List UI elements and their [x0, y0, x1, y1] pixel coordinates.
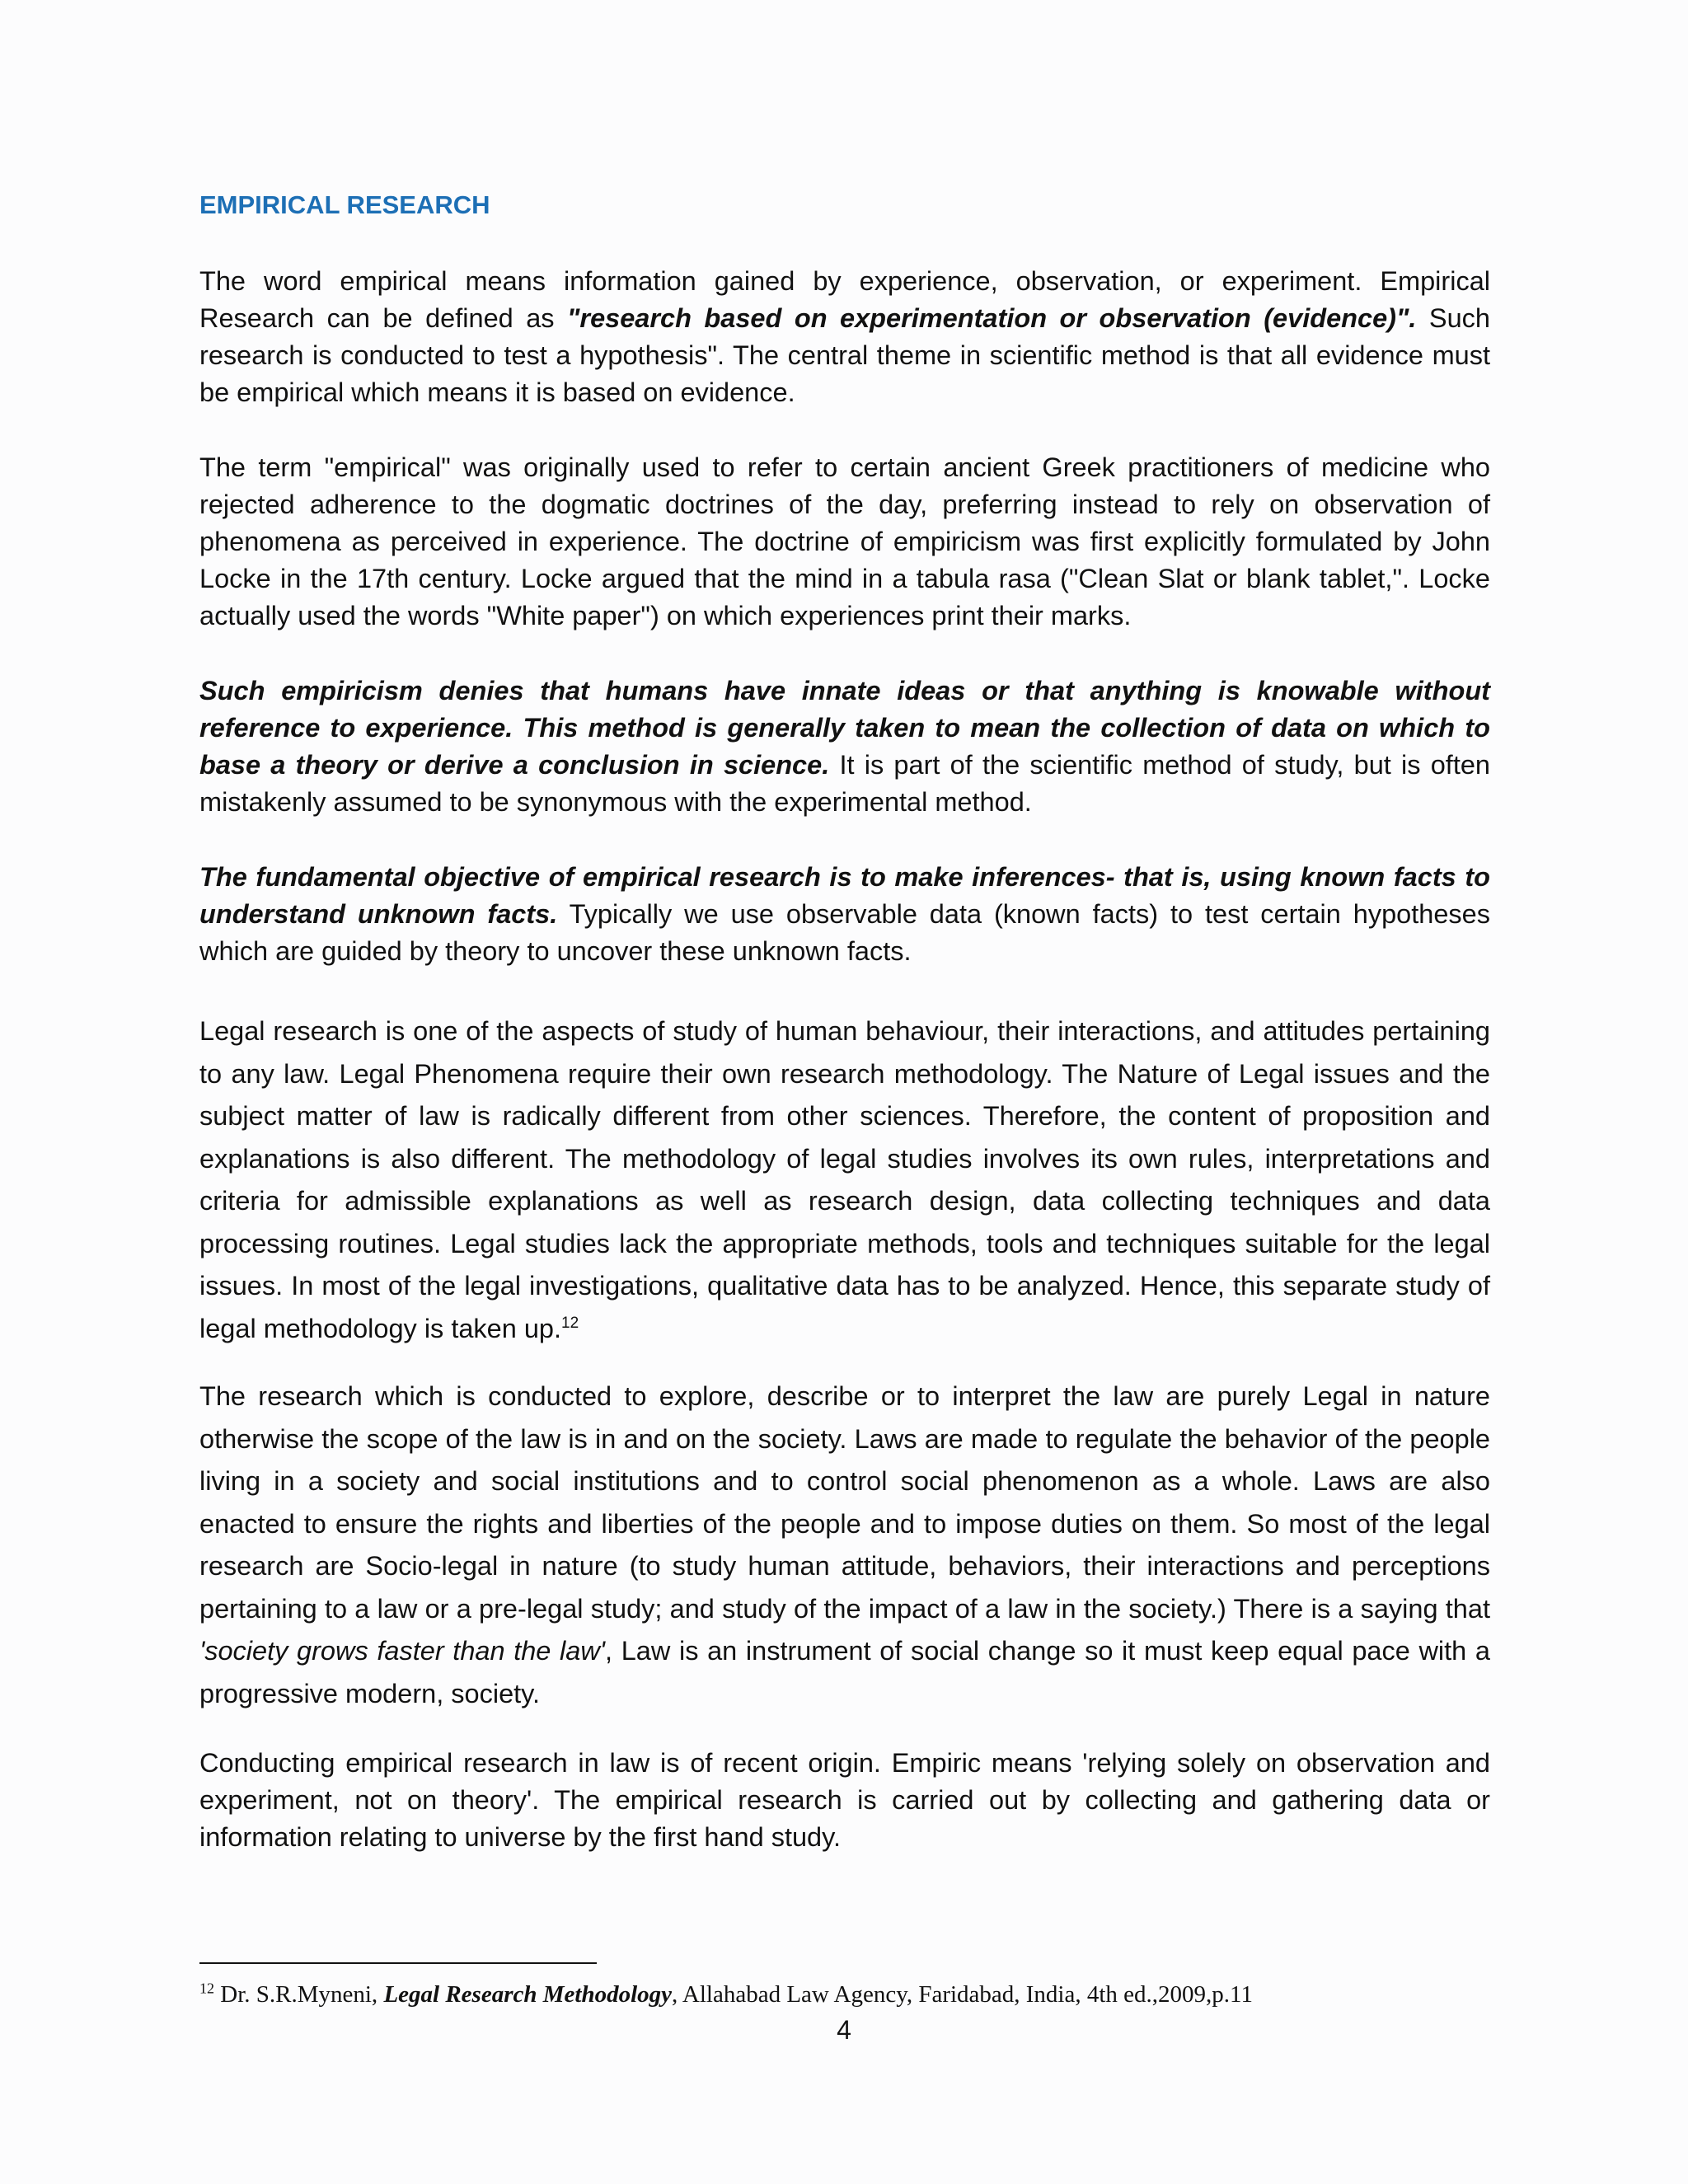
paragraph-4-text: Typically we use observable data (known facts) to test certain hypotheses which are guided by theory to uncover these unknown facts.: [199, 899, 1490, 966]
footnote-divider: [199, 1962, 597, 1964]
footnote-rest: , Allahabad Law Agency, Faridabad, India, 4th ed.,2009,p.11: [672, 1981, 1253, 2008]
paragraph-4-emphasis: The fundamental objective of empirical research is to make inferences- that is, using known facts to understand unknown facts.: [199, 862, 1490, 929]
page-body: [199, 186, 1490, 1894]
paragraph-7: Conducting empirical research in law is of recent origin. Empiric means 'relying solely on observation and experiment, not on theory'. The empirical research is carried out by collecting and gathering data or information relating to universe by the first hand study.: [199, 1748, 1490, 1852]
footnote: [199, 1980, 1490, 2009]
page-number: 4: [837, 2015, 851, 2045]
paragraph-6-text-b: , Law is an instrument of social change so it must keep equal pace with a progressive modern, society.: [199, 1636, 1490, 1708]
footnote-author: Dr. S.R.Myneni,: [214, 1981, 384, 2008]
paragraph-3-emphasis: Such empiricism denies that humans have innate ideas or that anything is knowable without reference to experience. This method is generally taken to mean the collection of data on which to base a theory or derive a conclusion in science.: [199, 676, 1490, 780]
paragraph-2: The term "empirical" was originally used to refer to certain ancient Greek practitioners of medicine who rejected adherence to the dogmatic doctrines of the day, preferring instead to rely on observation of phenomena as perceived in experience. The doctrine of empiricism was first explicitly formulated by John Locke in the 17th century. Locke argued that the mind in a tabula rasa ("Clean Slat or blank tablet,". Locke actually used the words "White paper") on which experiences print their marks.: [199, 452, 1490, 630]
paragraph-3: [199, 673, 1490, 821]
paragraph-5: [199, 1010, 1490, 1350]
paragraph-6-quote: 'society grows faster than the law': [199, 1636, 606, 1666]
paragraph-1-text-a: The word empirical means information gained by experience, observation, or experiment. Empirical Research can be defined as: [199, 266, 1490, 333]
paragraph-3-text: It is part of the scientific method of study, but is often mistakenly assumed to be synonymous with the experimental method.: [199, 750, 1490, 817]
paragraph-6-text-a: The research which is conducted to explore, describe or to interpret the law are purely Legal in nature otherwise the scope of the law is in and on the society. Laws are made to regulate the behavior of the people living in a society and social institutions and to control social phenomenon as a whole. Laws are also enacted to ensure the rights and liberties of the people and to impose duties on them. So most of the legal research are Socio-legal in nature (to study human attitude, behaviors, their interactions and perceptions pertaining to a law or a pre-legal study; and study of the impact of a law in the society.) There is a saying that: [199, 1381, 1490, 1624]
paragraph-1-text-b: Such research is conducted to test a hypothesis". The central theme in scientific method is that all evidence must be empirical which means it is based on evidence.: [199, 303, 1490, 407]
footnote-number: 12: [199, 1980, 214, 1997]
paragraph-1-emphasis: "research based on experimentation or observation (evidence)".: [567, 303, 1417, 333]
paragraph-4: [199, 859, 1490, 970]
footnote-reference[interactable]: 12: [561, 1314, 579, 1332]
paragraph-1: [199, 263, 1490, 411]
paragraph-5-text: Legal research is one of the aspects of study of human behaviour, their interactions, and attitudes pertaining to any law. Legal Phenomena require their own research methodology. The Nature of Legal issues and the subject matter of law is radically different from other sciences. Therefore, the content of proposition and explanations is also different. The methodology of legal studies involves its own rules, interpretations and criteria for admissible explanations as well as research design, data collecting techniques and data processing routines. Legal studies lack the appropriate methods, tools and techniques suitable for the legal issues. In most of the legal investigations, qualitative data has to be analyzed. Hence, this separate study of legal methodology is taken up.: [199, 1016, 1490, 1343]
footnote-title: Legal Research Methodology: [383, 1981, 673, 2008]
paragraph-6: [199, 1376, 1490, 1715]
section-heading: EMPIRICAL RESEARCH: [199, 190, 490, 219]
